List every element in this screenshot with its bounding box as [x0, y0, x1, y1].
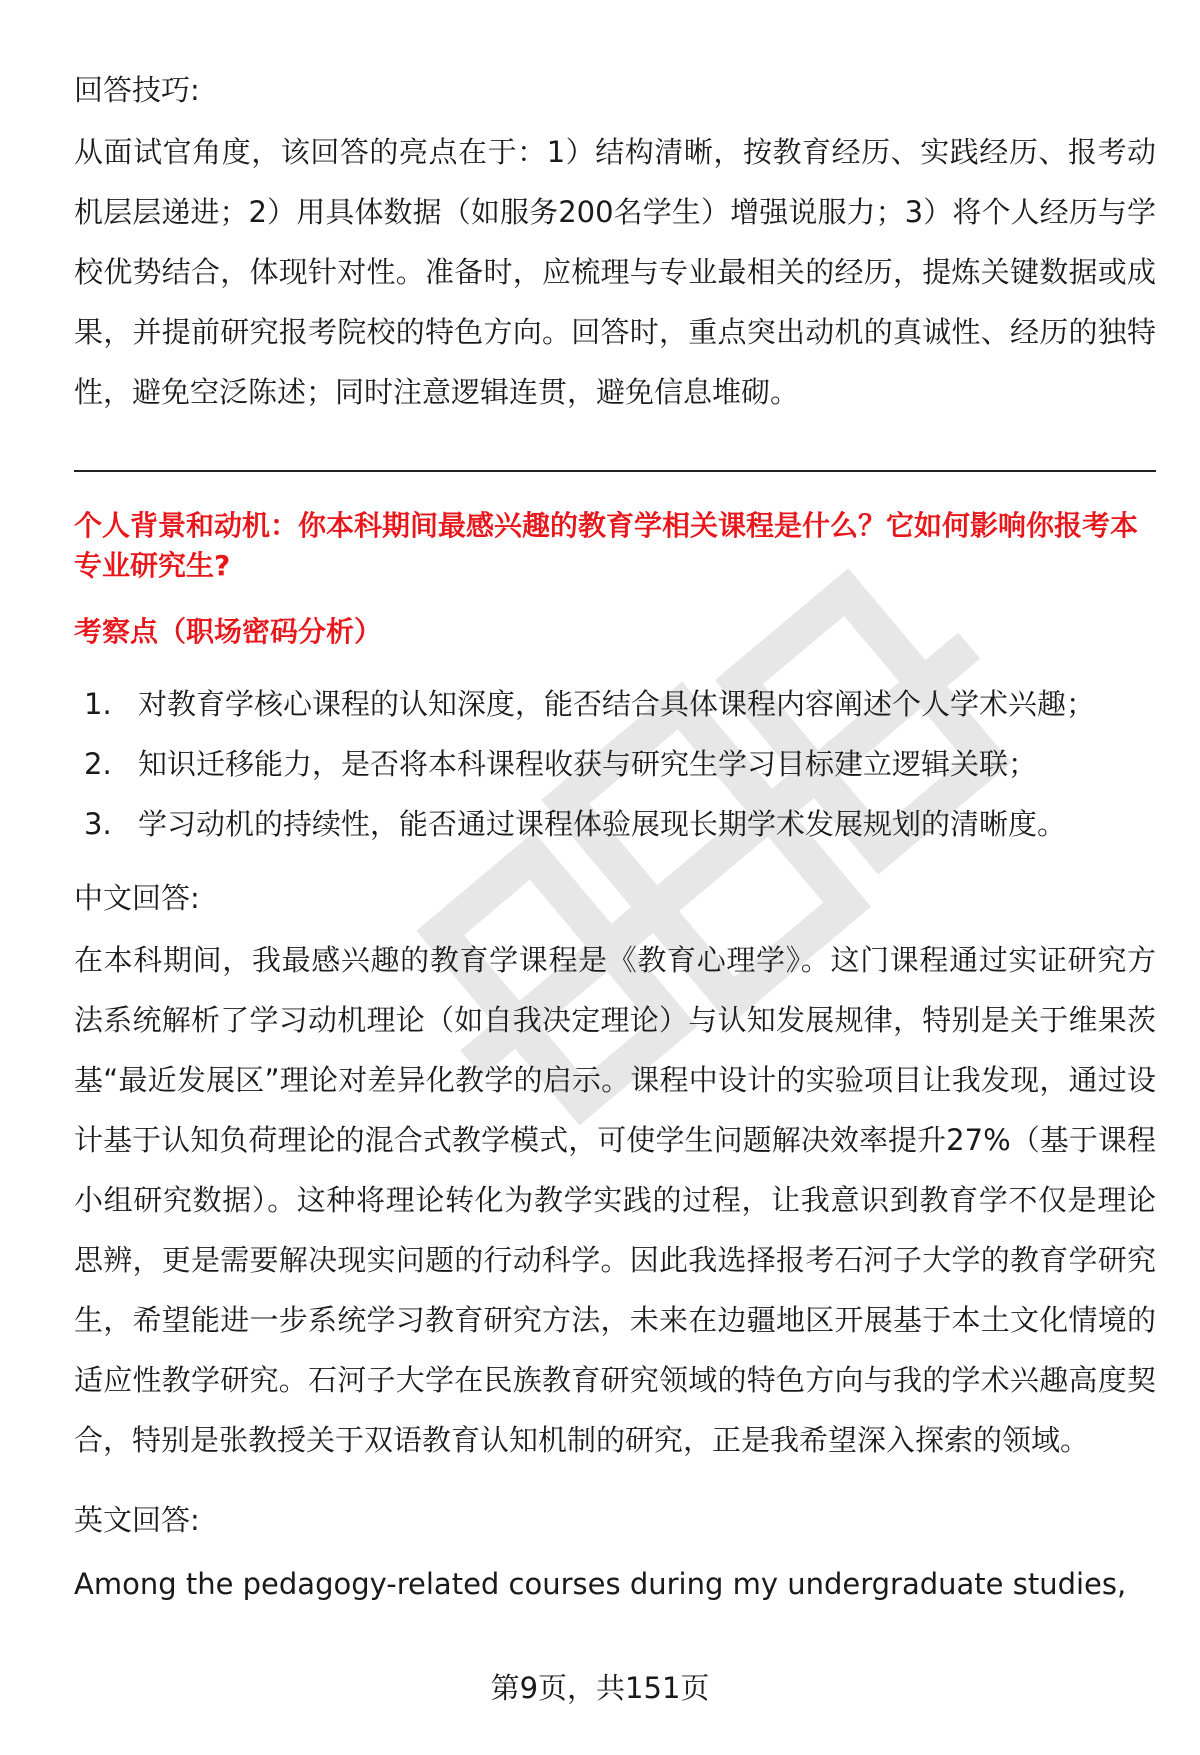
list-item — [74, 674, 1156, 734]
main-content — [74, 70, 1156, 1614]
list-item-text: 学习动机的持续性，能否通过课程体验展现长期学术发展规划的清晰度。 — [138, 807, 1067, 841]
chinese-answer-paragraph: 在本科期间，我最感兴趣的教育学课程是《教育心理学》。这门课程通过实证研究方法系统解析了学习动机理论（如自我决定理论）与认知发展规律，特别是关于维果茨基“最近发展区”理论对差异化教学的启示。课程中设计的实验项目让我发现，通过设计基于认知负荷理论的混合式教学模式，可使学生问题解决效率提升27%（基于课程小组研究数据）。这种将理论转化为教学实践的过程，让我意识到教育学不仅是理论思辨，更是需要解决现实问题的行动科学。因此我选择报考石河子大学的教育学研究生，希望能进一步系统学习教育研究方法，未来在边疆地区开展基于本土文化情境的适应性教学研究。石河子大学在民族教育研究领域的特色方向与我的学术兴趣高度契合，特别是张教授关于双语教育认知机制的研究，正是我希望深入探索的领域。 — [74, 943, 1156, 1457]
english-answer-first-line: Among the pedagogy-related courses during my undergraduate studies, — [74, 1567, 1127, 1601]
question-title: 个人背景和动机：你本科期间最感兴趣的教育学相关课程是什么？它如何影响你报考本专业研究生? — [74, 509, 1139, 582]
list-item — [74, 794, 1156, 854]
list-item-number: 2. — [84, 747, 112, 781]
list-item-text: 知识迁移能力，是否将本科课程收获与研究生学习目标建立逻辑关联； — [138, 747, 1038, 781]
section-divider — [74, 470, 1156, 472]
list-item-text: 对教育学核心课程的认知深度，能否结合具体课程内容阐述个人学术兴趣； — [138, 687, 1096, 721]
list-item-number: 1. — [84, 687, 112, 721]
list-item — [74, 734, 1156, 794]
page-number-footer: 第9页，共151页 — [490, 1671, 710, 1705]
english-answer-label: 英文回答: — [74, 1503, 200, 1537]
assessment-points-heading: 考察点（职场密码分析） — [74, 615, 383, 648]
answer-tips-paragraph: 从面试官角度，该回答的亮点在于：1）结构清晰，按教育经历、实践经历、报考动机层层递进；2）用具体数据（如服务200名学生）增强说服力；3）将个人经历与学校优势结合，体现针对性。准备时，应梳理与专业最相关的经历，提炼关键数据或成果，并提前研究报考院校的特色方向。回答时，重点突出动机的真诚性、经历的独特性，避免空泛陈述；同时注意逻辑连贯，避免信息堆砌。 — [74, 135, 1156, 409]
assessment-points-list — [74, 674, 1156, 854]
answer-tips-label: 回答技巧: — [74, 73, 200, 107]
list-item-number: 3. — [84, 807, 112, 841]
chinese-answer-label: 中文回答: — [74, 881, 200, 915]
